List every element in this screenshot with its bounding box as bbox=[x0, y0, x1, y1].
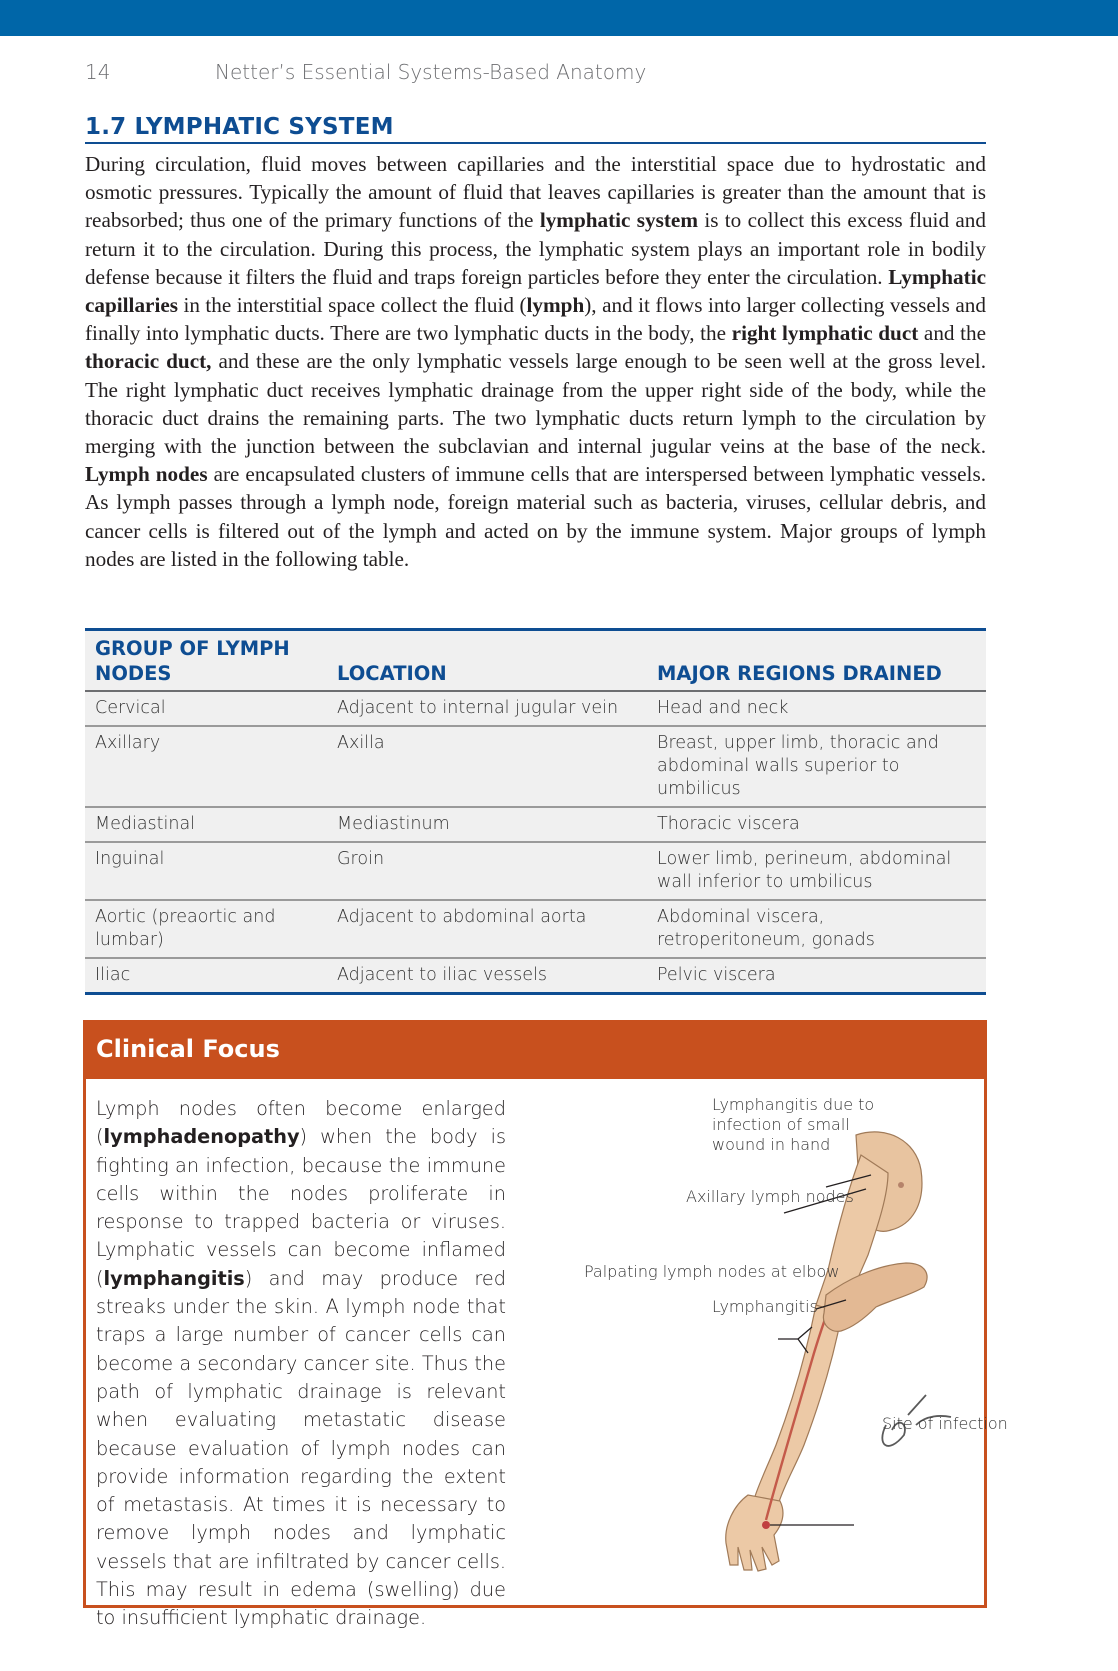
text-run: ) when the body is fighting an infection, because the immune cells within the nodes proliferate in response to trapped bacteria or viruses. Lymphatic vessels can become inflamed ( bbox=[96, 1125, 506, 1290]
section-title: 1.7 LYMPHATIC SYSTEM bbox=[85, 114, 394, 140]
table-cell: Abdominal viscera, retroperitoneum, gonads bbox=[647, 900, 986, 958]
text-run: are encapsulated clusters of immune cells that are interspersed between lymphatic vessels. As lymph passes through a lymph node, foreign material such as bacteria, viruses, cellular debris, and cancer cells is filtered out of the lymph and acted on by the immune system. Major groups of lymph nodes are listed in the following table. bbox=[85, 462, 986, 571]
term-lymphatic-system: lymphatic system bbox=[539, 208, 698, 233]
table-cell: Mediastinal bbox=[85, 807, 327, 842]
clinical-focus-box bbox=[83, 1020, 1008, 1630]
label-palpating-elbow: Palpating lymph nodes at elbow bbox=[584, 1262, 840, 1281]
book-title: Netter’s Essential Systems-Based Anatomy bbox=[215, 60, 647, 84]
table-header-row bbox=[85, 630, 986, 692]
table-cell: Breast, upper limb, thoracic and abdominal walls superior to umbilicus bbox=[647, 726, 986, 807]
label-lymphangitis-due-to: Lymphangitis due to bbox=[712, 1095, 875, 1114]
table-cell: Aortic (preaortic and lumbar) bbox=[85, 900, 327, 958]
label-lymphangitis: Lymphangitis bbox=[712, 1297, 818, 1316]
table-cell: Cervical bbox=[85, 691, 327, 726]
arm-drawing bbox=[516, 1095, 976, 1595]
term-lymphadenopathy: lymphadenopathy bbox=[103, 1125, 300, 1149]
table-cell: Axillary bbox=[85, 726, 327, 807]
clinical-focus-header bbox=[86, 1023, 984, 1079]
text-run: and these are the only lymphatic vessels large enough to be seen well at the gross level. The right lymphatic duct receives lymphatic drainage from the upper right side of the body, while the thoracic duct drains the remaining parts. The two lymphatic ducts return lymph to the circulation by merging with the junction between the subclavian and internal jugular veins at the base of the neck. bbox=[85, 349, 986, 459]
lymph-node-table bbox=[85, 628, 986, 995]
table-cell: Adjacent to abdominal aorta bbox=[327, 900, 647, 958]
term-right-lymphatic-duct: right lymphatic duct bbox=[731, 321, 919, 346]
hand-shape bbox=[726, 1495, 783, 1571]
term-thoracic-duct: thoracic duct, bbox=[85, 349, 212, 374]
column-header-regions: MAJOR REGIONS DRAINED bbox=[647, 630, 986, 692]
table-row bbox=[85, 691, 986, 726]
label-axillary-lymph-nodes: Axillary lymph nodes bbox=[686, 1187, 854, 1206]
label-infection-small: infection of small bbox=[712, 1115, 850, 1134]
text-run: ), and it flows into larger collecting vessels and finally into lymphatic ducts. There are two lymphatic ducts in the body, the bbox=[85, 293, 986, 346]
label-site-of-infection: Site of infection bbox=[882, 1414, 1008, 1433]
table-row bbox=[85, 807, 986, 842]
table-cell: Groin bbox=[327, 842, 647, 900]
text-run: in the interstitial space collect the fluid ( bbox=[177, 293, 527, 318]
term-lymph: lymph bbox=[526, 293, 585, 318]
text-run: is to collect this excess fluid and return it to the circulation. During this process, the lymphatic system plays an important role in bodily defense because it filters the fluid and traps foreign particles before they enter the circulation. bbox=[85, 208, 986, 289]
table-cell: Adjacent to iliac vessels bbox=[327, 958, 647, 994]
section-title-rule bbox=[85, 142, 986, 144]
term-lymph-nodes: Lymph nodes bbox=[85, 462, 208, 487]
table-cell: Head and neck bbox=[647, 691, 986, 726]
table-row bbox=[85, 900, 986, 958]
table-cell: Lower limb, perineum, abdominal wall inferior to umbilicus bbox=[647, 842, 986, 900]
text-run: Lymph nodes often become enlarged ( bbox=[96, 1097, 506, 1149]
table-cell: Pelvic viscera bbox=[647, 958, 986, 994]
clinical-focus-title: Clinical Focus bbox=[96, 1035, 280, 1063]
text-run: During circulation, fluid moves between capillaries and the interstitial space due to hydrostatic and osmotic pressures. Typically the amount of fluid that leaves capillaries is greater than the amount that is reabsorbed; thus one of the primary functions of the bbox=[85, 152, 986, 233]
label-wound-in-hand: wound in hand bbox=[712, 1135, 831, 1154]
table-cell: Adjacent to internal jugular vein bbox=[327, 691, 647, 726]
section-body-paragraph bbox=[85, 150, 986, 573]
text-run: ) and may produce red streaks under the skin. A lymph node that traps a large number of cancer cells can become a secondary cancer site. Thus the path of lymphatic drainage is relevant when evaluating metastatic disease because evaluation of lymph nodes can provide information regarding the extent of metastasis. At times it is necessary to remove lymph nodes and lymphatic vessels that are infiltrated by cancer cells. This may result in edema (swelling) due to insufficient lymphatic drainage. bbox=[96, 1266, 506, 1630]
text-run: and the bbox=[918, 321, 987, 346]
table-row bbox=[85, 958, 986, 994]
column-header-group: GROUP OF LYMPH NODES bbox=[85, 630, 327, 692]
infection-site-mark bbox=[762, 1521, 770, 1529]
table-cell: Axilla bbox=[327, 726, 647, 807]
term-lymphangitis: lymphangitis bbox=[103, 1266, 245, 1290]
table-cell: Mediastinum bbox=[327, 807, 647, 842]
term-lymphatic-capillaries: Lymphatic capillaries bbox=[85, 264, 986, 318]
table-cell: Thoracic viscera bbox=[647, 807, 986, 842]
table-row bbox=[85, 842, 986, 900]
arm-illustration bbox=[516, 1095, 1008, 1595]
table-cell: Inguinal bbox=[85, 842, 327, 900]
table-row bbox=[85, 726, 986, 807]
column-header-location: LOCATION bbox=[327, 630, 647, 692]
page-number: 14 bbox=[85, 60, 111, 84]
table-cell: Iliac bbox=[85, 958, 327, 994]
top-color-band bbox=[0, 0, 1118, 36]
nipple-mark bbox=[898, 1182, 904, 1188]
clinical-focus-paragraph bbox=[96, 1095, 506, 1633]
